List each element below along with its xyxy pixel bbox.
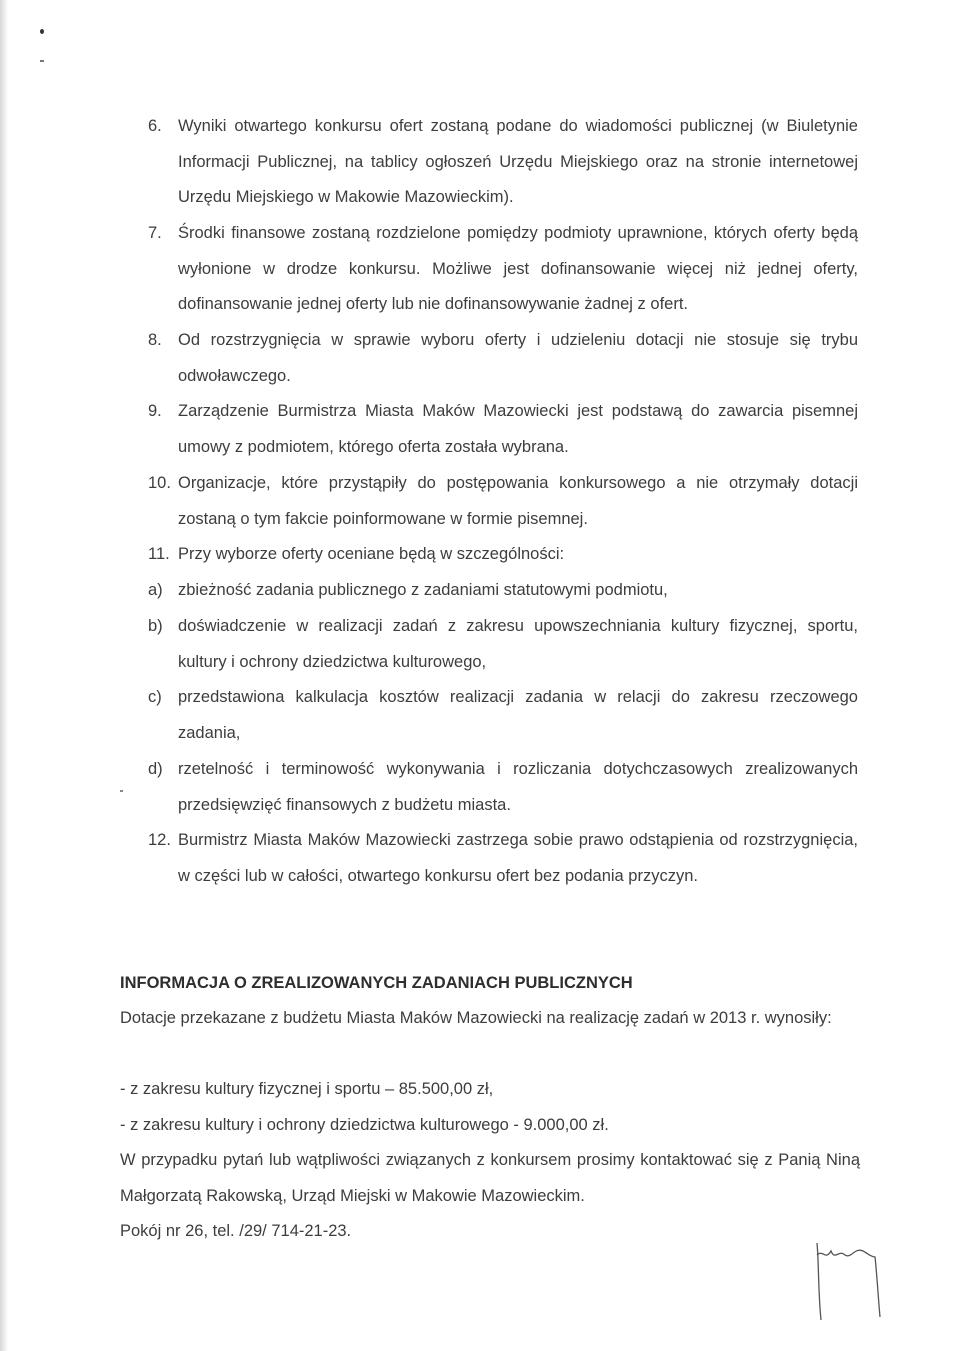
list-item <box>148 609 858 680</box>
info-paragraph <box>120 1143 860 1214</box>
info-line: - z zakresu kultury fizycznej i sportu – 85.500,00 zł, <box>120 1080 494 1098</box>
info-line: Dotacje przekazane z budżetu Miasta Maków Mazowiecki na realizację zadań w 2013 r. wynosiły: <box>120 1009 832 1027</box>
item-number: 12. <box>148 831 171 849</box>
info-paragraph <box>120 1001 860 1037</box>
item-letter: c) <box>148 688 162 706</box>
item-text: Wyniki otwartego konkursu ofert zostaną podane do wiadomości publicznej (w Biuletynie Informacji Publicznej, na tablicy ogłoszeń Urzędu Miejskiego oraz na stronie internetowej Urzędu Miejskiego w Makowie Mazowieckim). <box>178 117 858 206</box>
info-line: - z zakresu kultury i ochrony dziedzictwa kulturowego - 9.000,00 zł. <box>120 1116 609 1134</box>
list-item <box>148 109 858 216</box>
signature-icon <box>805 1235 885 1325</box>
info-line: W przypadku pytań lub wątpliwości związanych z konkursem prosimy kontaktować się z Panią Niną Małgorzatą Rakowską, Urząd Miejski w Makowie Mazowieckim. <box>120 1151 860 1205</box>
item-number: 7. <box>148 224 162 242</box>
scan-mark <box>40 60 44 62</box>
item-letter: d) <box>148 760 163 778</box>
list-item <box>148 466 858 537</box>
item-text: Przy wyborze oferty oceniane będą w szczególności: <box>178 545 565 563</box>
item-number: 11. <box>148 545 170 563</box>
item-letter: a) <box>148 581 163 599</box>
item-text: doświadczenie w realizacji zadań z zakresu upowszechniania kultury fizycznej, sportu, kultury i ochrony dziedzictwa kulturowego, <box>178 617 858 671</box>
scan-mark <box>120 790 123 792</box>
list-item <box>148 680 858 751</box>
item-text: Burmistrz Miasta Maków Mazowiecki zastrzega sobie prawo odstąpienia od rozstrzygnięcia, w części lub w całości, otwartego konkursu ofert bez podania przyczyn. <box>178 831 858 885</box>
scan-mark <box>40 29 44 34</box>
item-text: Organizacje, które przystąpiły do postępowania konkursowego a nie otrzymały dotacji zostaną o tym fakcie poinformowane w formie pisemnej. <box>178 474 858 528</box>
info-line-block <box>120 1108 860 1144</box>
item-text: Od rozstrzygnięcia w sprawie wyboru oferty i udzieleniu dotacji nie stosuje się trybu odwoławczego. <box>178 331 858 385</box>
list-item <box>148 537 858 573</box>
item-text: rzetelność i terminowość wykonywania i rozliczania dotychczasowych zrealizowanych przedsięwzięć finansowych z budżetu miasta. <box>178 760 858 814</box>
item-text: przedstawiona kalkulacja kosztów realizacji zadania w relacji do zakresu rzeczowego zadania, <box>178 688 858 742</box>
info-line-block <box>120 1072 860 1108</box>
scan-edge <box>0 0 8 1351</box>
item-number: 8. <box>148 331 162 349</box>
item-number: 10. <box>148 474 171 492</box>
list-item <box>148 323 858 394</box>
item-text: Zarządzenie Burmistrza Miasta Maków Mazowiecki jest podstawą do zawarcia pisemnej umowy z podmiotem, którego oferta została wybrana. <box>178 402 858 456</box>
item-letter: b) <box>148 617 163 635</box>
list-item <box>148 573 858 609</box>
list-item <box>148 823 858 894</box>
list-item <box>148 394 858 465</box>
item-text: Środki finansowe zostaną rozdzielone pomiędzy podmioty uprawnione, których oferty będą wyłonione w drodze konkursu. Możliwe jest dofinansowanie więcej niż jednej oferty, dofinansowanie jednej oferty lub nie dofinansowywanie żadnej z ofert. <box>178 224 858 313</box>
info-line: Pokój nr 26, tel. /29/ 714-21-23. <box>120 1222 352 1240</box>
item-text: zbieżność zadania publicznego z zadaniami statutowymi podmiotu, <box>178 581 668 599</box>
item-number: 6. <box>148 117 162 135</box>
list-item <box>148 216 858 323</box>
item-number: 9. <box>148 402 162 420</box>
info-line-block <box>120 1214 860 1250</box>
section-title: INFORMACJA O ZREALIZOWANYCH ZADANIACH PUBLICZNYCH <box>120 974 633 992</box>
list-item <box>148 752 858 823</box>
